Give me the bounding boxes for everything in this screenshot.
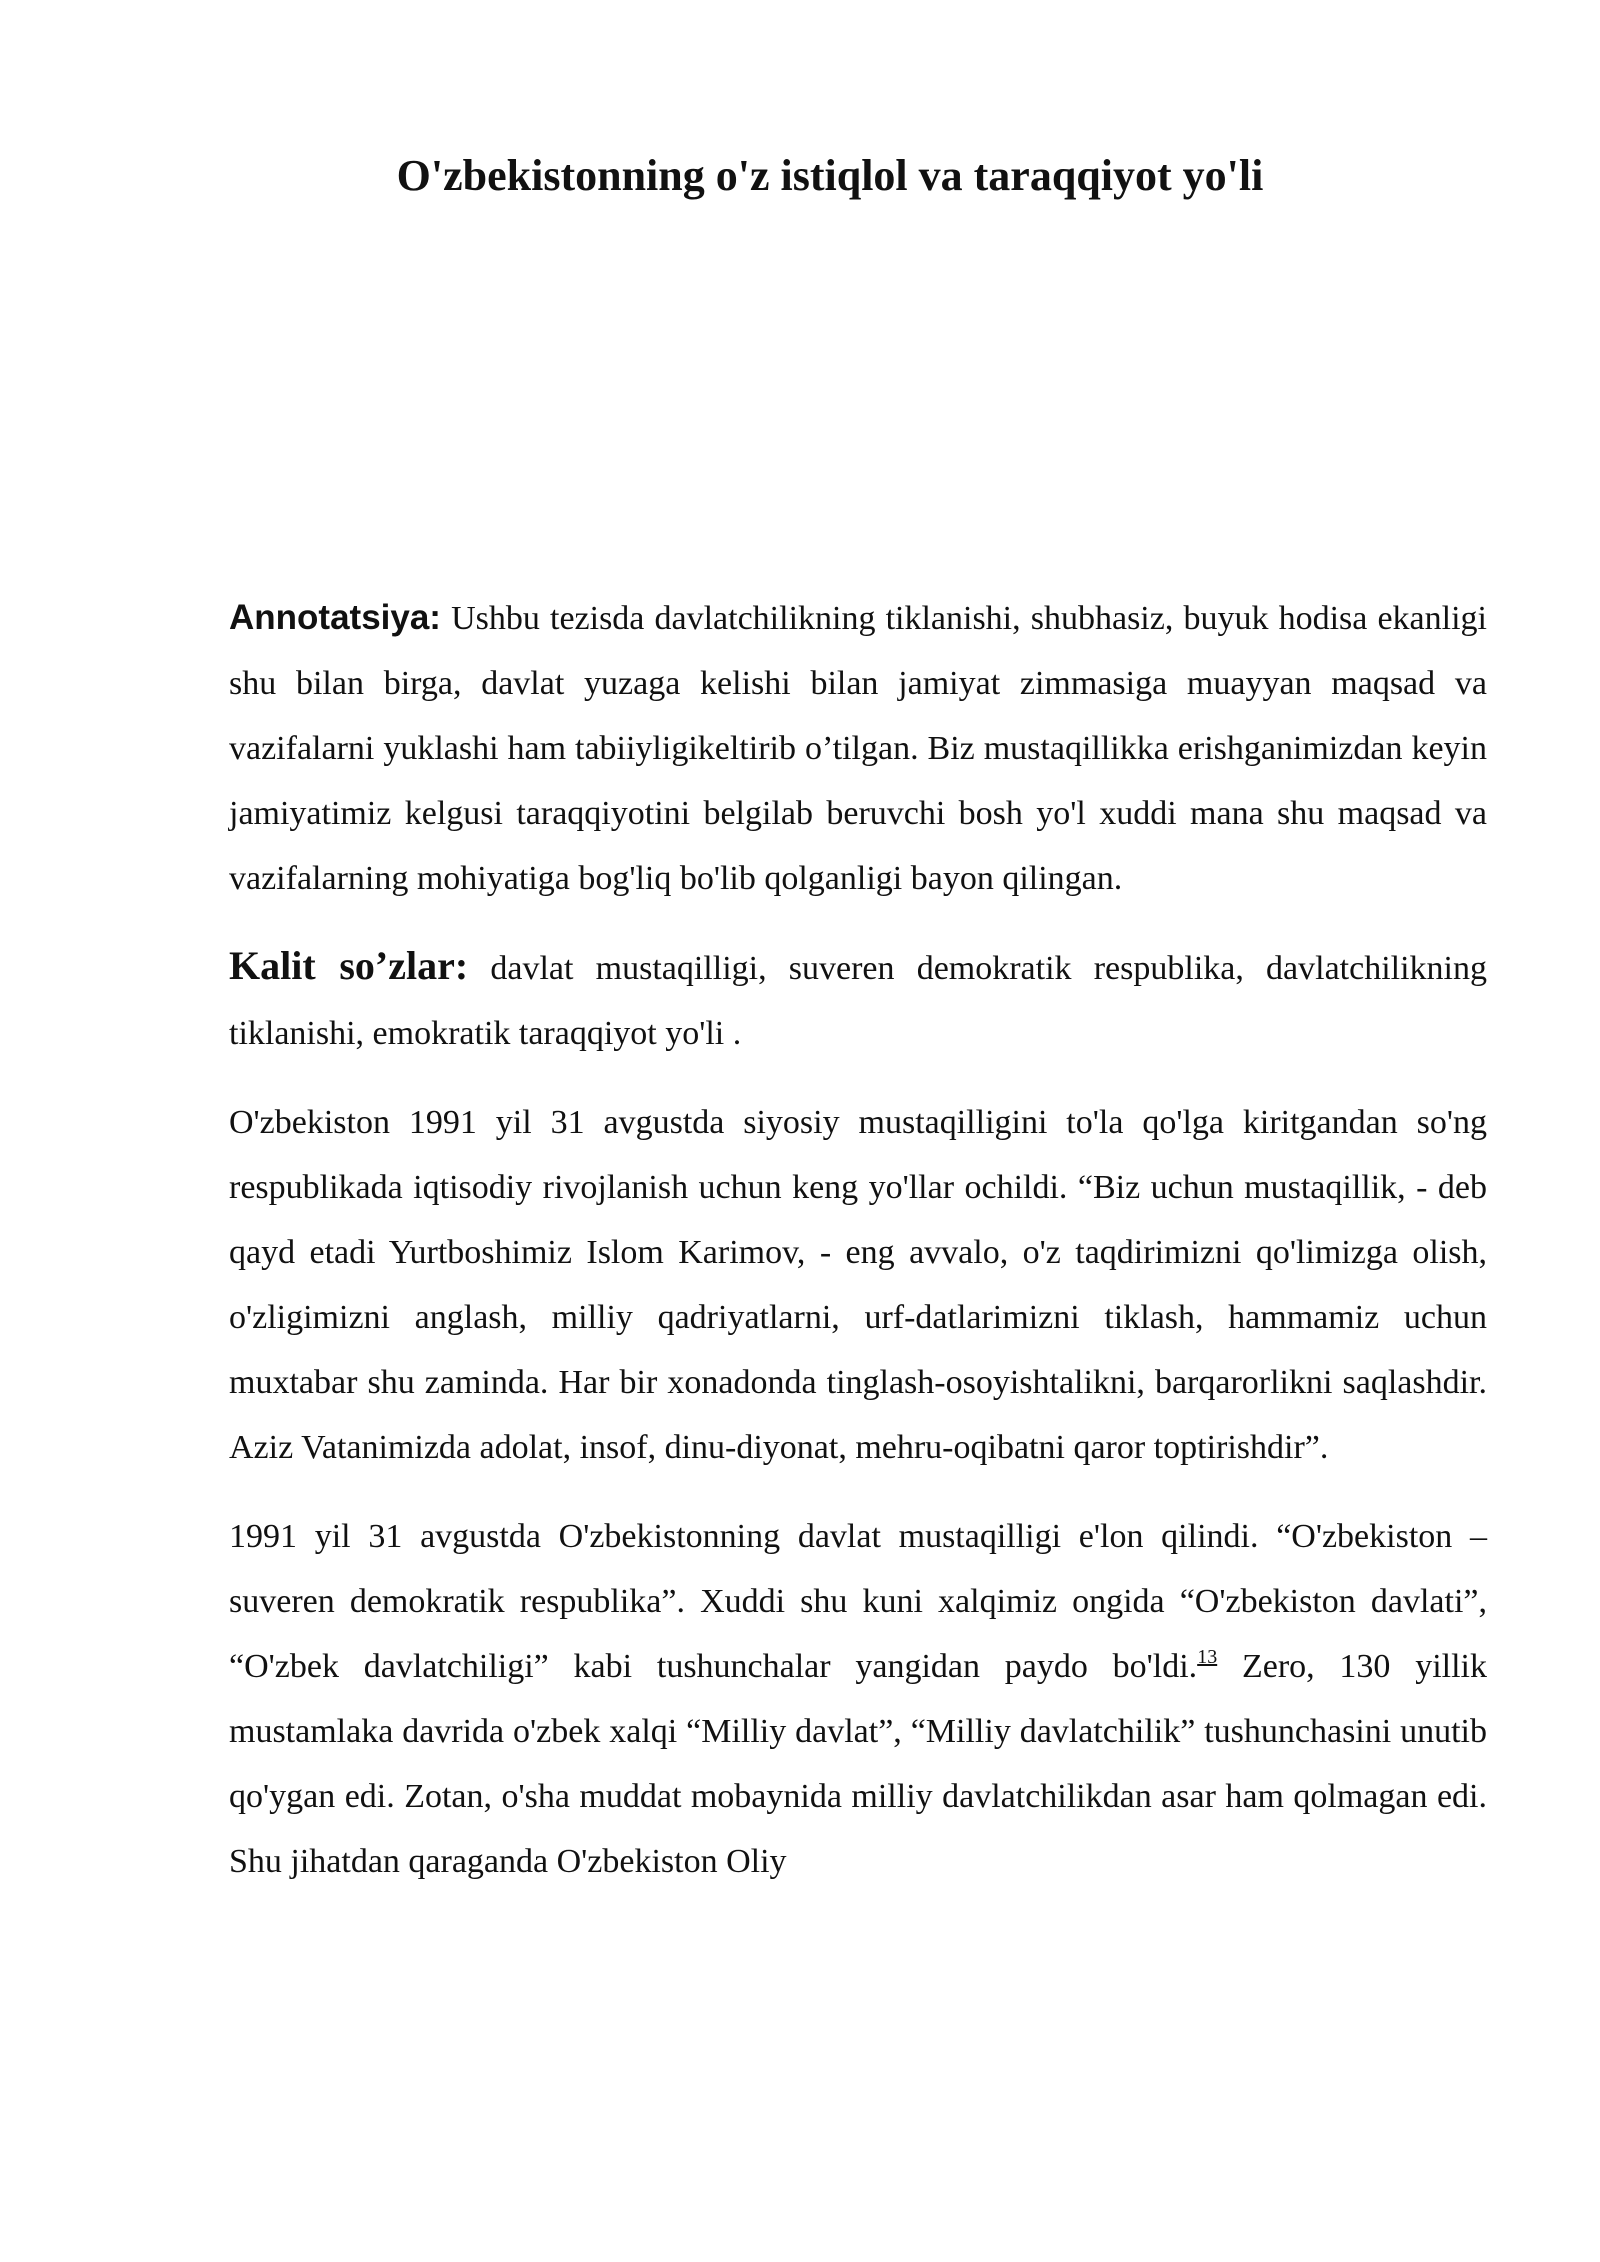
body-paragraph-2-text-a: 1991 yil 31 avgustda O'zbekistonning davlat mustaqilligi e'lon qilindi. “O'zbekiston – suveren demokratik respublika”. Xuddi shu kuni xalqimiz ongida “O'zbekiston davlati”, “O'zbek davlatchiligi” kabi tushunchalar yangidan paydo bo'ldi. bbox=[229, 1518, 1487, 1685]
body-paragraph-2-text-b: Zero, 130 yillik mustamlaka davrida o'zbek xalqi “Milliy davlat”, “Milliy davlatchilik” tushunchasini unutib qo'ygan edi. Zotan, o'sha muddat mobaynida milliy davlatchilikdan asar ham qolmagan edi. Shu jihatdan qaraganda O'zbekiston Oliy bbox=[229, 1648, 1487, 1880]
annotation-text: Ushbu tezisda davlatchilikning tiklanishi, shubhasiz, buyuk hodisa ekanligi shu bilan birga, davlat yuzaga kelishi bilan jamiyat zimmasiga muayyan maqsad va vazifalarni yuklashi ham tabiiyligikeltirib o’tilgan. Biz mustaqillikka erishganimizdan keyin jamiyatimiz kelgusi taraqqiyotini belgilab beruvchi bosh yo'l xuddi mana shu maqsad va vazifalarning mohiyatiga bog'liq bo'lib qolganligi bayon qilingan. bbox=[229, 600, 1487, 897]
body-paragraph-1: O'zbekiston 1991 yil 31 avgustda siyosiy mustaqilligini to'la qo'lga kiritgandan so'ng respublikada iqtisodiy rivojlanish uchun keng yo'llar ochildi. “Biz uchun mustaqillik, - deb qayd etadi Yurtboshimiz Islom Karimov, - eng avvalo, o'z taqdirimizni qo'limizga olish, o'zligimizni anglash, milliy qadriyatlarni, urf-datlarimizni tiklash, hammamiz uchun muxtabar shu zaminda. Har bir xonadonda tinglash-osoyishtalikni, barqarorlikni saqlashdir. Aziz Vatanimizda adolat, insof, dinu-diyonat, mehru-oqibatni qaror toptirishdir”. bbox=[229, 1104, 1487, 1466]
keywords-paragraph bbox=[229, 933, 1487, 1066]
document-body bbox=[229, 585, 1487, 1894]
keywords-text: davlat mustaqilligi, suveren demokratik respublika, davlatchilikning tiklanishi, emokratik taraqqiyot yo'li . bbox=[229, 950, 1487, 1052]
annotation-paragraph bbox=[229, 585, 1487, 911]
annotation-label: Annotatsiya: bbox=[229, 598, 441, 637]
footnote-reference[interactable]: 13 bbox=[1197, 1646, 1218, 1668]
body-paragraph-2 bbox=[229, 1504, 1487, 1894]
document-title: O'zbekistonning o'z istiqlol va taraqqiyot yo'li bbox=[396, 151, 1264, 200]
keywords-label: Kalit so’zlar: bbox=[229, 943, 469, 988]
